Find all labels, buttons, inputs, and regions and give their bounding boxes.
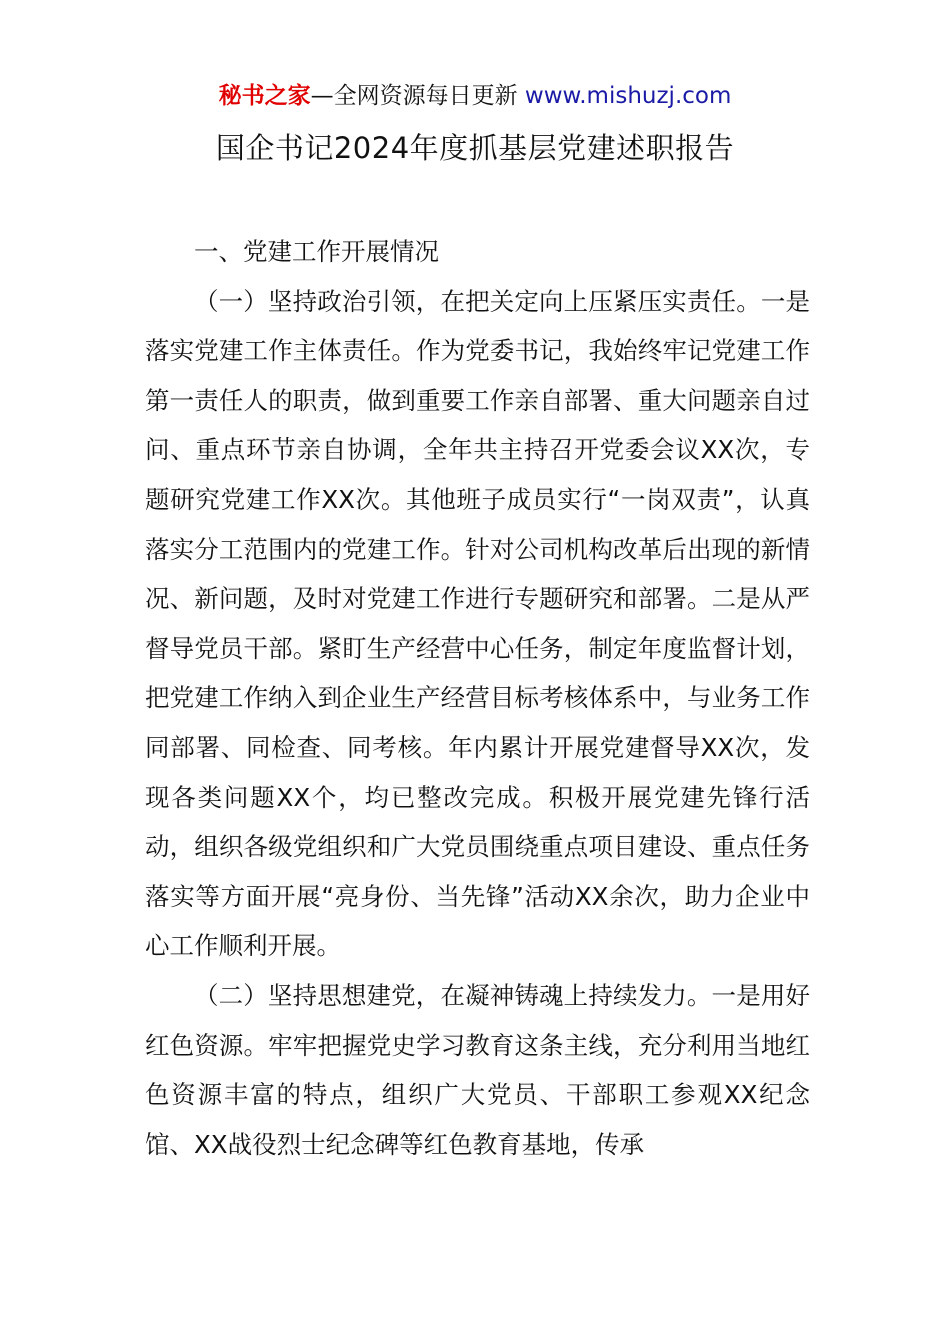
document-title: 国企书记2024年度抓基层党建述职报告 <box>215 131 735 165</box>
body-paragraph: （一）坚持政治引领，在把关定向上压紧压实责任。一是落实党建工作主体责任。作为党委书记，我始终牢记党建工作第一责任人的职责，做到重要工作亲自部署、重大问题亲自过问、重点环节亲自协调，全年共主持召开党委会议XX次，专题研究党建工作XX次。其他班子成员实行“一岗双责”，认真落实分工范围内的党建工作。针对公司机构改革后出现的新情况、新问题，及时对党建工作进行专题研究和部署。二是从严督导党员干部。紧盯生产经营中心任务，制定年度监督计划，把党建工作纳入到企业生产经营目标考核体系中，与业务工作同部署、同检查、同考核。年内累计开展党建督导XX次，发现各类问题XX个，均已整改完成。积极开展党建先锋行活动，组织各级党组织和广大党员围绕重点项目建设、重点任务落实等方面开展“亮身份、当先锋”活动XX余次，助力企业中心工作顺利开展。 <box>145 286 810 961</box>
section-heading: 一、党建工作开展情况 <box>194 237 439 266</box>
body-paragraph: （二）坚持思想建党，在凝神铸魂上持续发力。一是用好红色资源。牢牢把握党史学习教育这条主线，充分利用当地红色资源丰富的特点，组织广大党员、干部职工参观XX纪念馆、XX战役烈士纪念碑等红色教育基地，传承 <box>145 980 810 1159</box>
document-body <box>145 227 810 1169</box>
header-tagline: —全网资源每日更新 <box>310 83 525 109</box>
site-header <box>0 80 950 112</box>
website-url: www.mishuzj.com <box>524 83 732 109</box>
brand-name: 秘书之家 <box>218 83 311 109</box>
